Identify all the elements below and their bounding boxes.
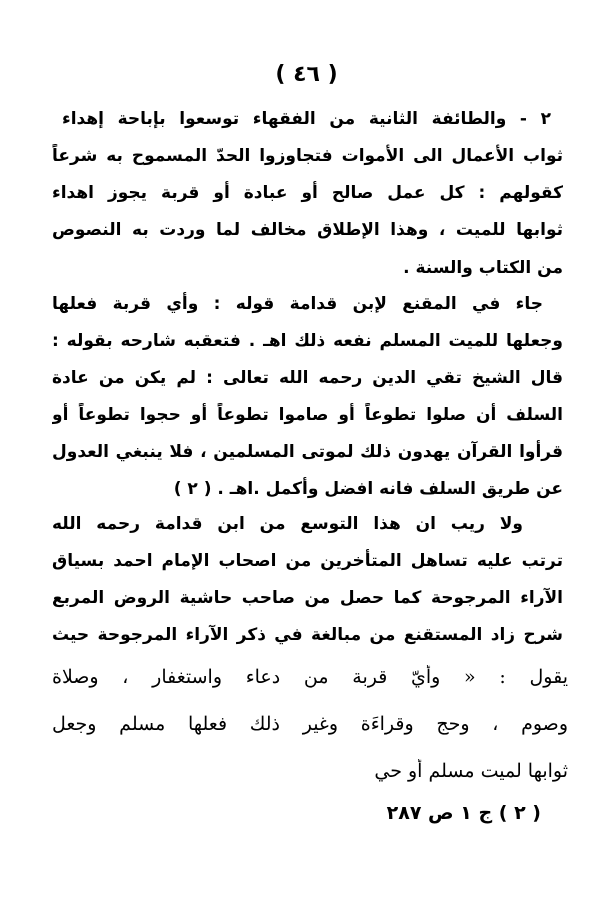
text-line: الآراء المرجوحة كما حصل من صاحب حاشية الروض المربع <box>52 588 563 608</box>
text-line: ولا ريب ان هذا التوسع من ابن قدامة رحمه الله <box>52 514 523 534</box>
quote-line: وصوم ، وحج وقراءَة وغير ذلك فعلها مسلم وجعل <box>52 713 568 735</box>
quote-line: ثوابها لميت مسلم أو حي <box>374 760 568 782</box>
text-line: شرح زاد المستقنع من مبالغة في ذكر الآراء المرجوحة حيث <box>52 625 563 645</box>
page-number: ( ٤٦ ) <box>275 62 338 87</box>
quote-line: يقول : « وأيّ قربة من دعاء واستغفار ، وصلاة <box>52 666 568 688</box>
text-line: كقولهم : كل عمل صالح أو عبادة أو قربة يجوز اهداء <box>52 183 563 203</box>
text-line: وجعلها للميت المسلم نفعه ذلك اهـ . فتعقبه شارحه بقوله : <box>52 331 563 351</box>
text-line: قرأوا القرآن يهدون ذلك لموتى المسلمين ، فلا ينبغي العدول <box>52 442 563 462</box>
text-line: قال الشيخ تقي الدين رحمه الله تعالى : لم يكن من عادة <box>52 368 563 388</box>
text-line: السلف أن صلوا تطوعاً أو صاموا تطوعاً أو حجوا تطوعاً أو <box>52 405 563 425</box>
text-line: ٢ - والطائفة الثانية من الفقهاء توسعوا بإباحة إهداء <box>62 109 551 129</box>
footnote: ( ٢ ) ج ١ ص ٢٨٧ <box>386 802 541 824</box>
text-line: ترتب عليه تساهل المتأخرين من اصحاب الإمام احمد بسياق <box>52 551 563 571</box>
text-line: من الكتاب والسنة . <box>403 258 563 278</box>
text-line: ثوابها للميت ، وهذا الإطلاق مخالف لما وردت به النصوص <box>52 220 563 240</box>
text-line: ثواب الأعمال الى الأموات فتجاوزوا الحدّ المسموح به شرعاً <box>52 146 563 166</box>
text-line: عن طريق السلف فانه افضل وأكمل .اهـ . ( ٢ ) <box>173 479 563 499</box>
text-line: جاء في المقنع لإبن قدامة قوله : وأي قربة فعلها <box>52 294 543 314</box>
